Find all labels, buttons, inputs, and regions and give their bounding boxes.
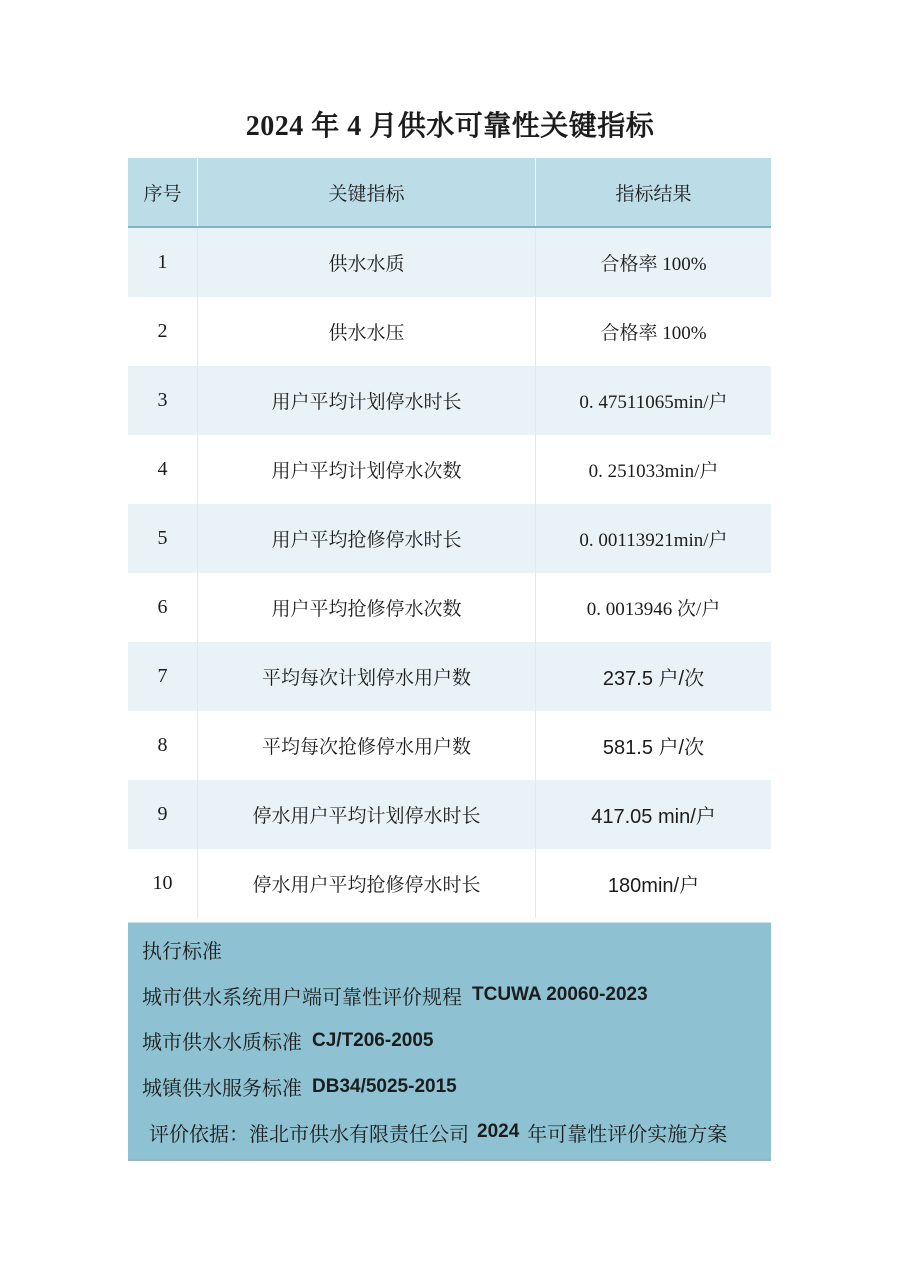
standard-code: CJ/T206-2005	[312, 1029, 434, 1051]
table-row	[128, 849, 771, 918]
indicator-name: 用户平均抢修停水时长	[197, 504, 535, 573]
row-number: 6	[157, 596, 168, 618]
table-header-row	[128, 158, 771, 228]
standard-name: 城市供水系统用户端可靠性评价规程	[142, 986, 462, 1009]
table-row	[128, 711, 771, 780]
standard-line	[142, 981, 757, 1010]
evaluation-basis-prefix: 评价依据：淮北市供水有限责任公司	[149, 1123, 469, 1146]
indicator-result: 417.05 min/户	[535, 780, 771, 849]
row-number: 8	[157, 734, 168, 756]
page-title: 2024 年 4 月供水可靠性关键指标	[245, 111, 655, 142]
table-row	[128, 504, 771, 573]
row-number: 7	[157, 665, 168, 687]
evaluation-basis-line	[142, 1118, 757, 1147]
table-row	[128, 297, 771, 366]
row-number: 4	[157, 458, 168, 480]
indicator-result: 180min/户	[535, 849, 771, 918]
row-number: 9	[157, 803, 168, 825]
table-row	[128, 366, 771, 435]
standard-name: 城镇供水服务标准	[142, 1078, 302, 1101]
indicator-name: 用户平均计划停水次数	[197, 435, 535, 504]
row-number: 3	[157, 389, 168, 411]
indicator-name: 供水水质	[197, 228, 535, 297]
indicator-result: 0. 47511065min/户	[535, 366, 771, 435]
standard-line	[142, 1026, 757, 1055]
row-number: 1	[157, 251, 168, 273]
indicator-result: 0. 00113921min/户	[535, 504, 771, 573]
evaluation-basis-year: 2024	[477, 1121, 520, 1143]
standards-footer	[128, 922, 771, 1161]
indicator-result: 0. 0013946 次/户	[535, 573, 771, 642]
indicator-result: 0. 251033min/户	[535, 435, 771, 504]
indicator-result: 合格率 100%	[535, 297, 771, 366]
indicator-result: 237.5 户/次	[535, 642, 771, 711]
header-cell-indicator: 关键指标	[197, 158, 535, 226]
indicator-name: 停水用户平均抢修停水时长	[197, 849, 535, 918]
indicator-result: 581.5 户/次	[535, 711, 771, 780]
indicator-name: 平均每次计划停水用户数	[197, 642, 535, 711]
indicator-result: 合格率 100%	[535, 228, 771, 297]
indicator-name: 用户平均抢修停水次数	[197, 573, 535, 642]
standard-code: DB34/5025-2015	[312, 1075, 457, 1097]
table-row	[128, 228, 771, 297]
row-number: 10	[152, 872, 173, 894]
table-row	[128, 573, 771, 642]
row-number: 2	[157, 320, 168, 342]
indicator-name: 停水用户平均计划停水时长	[197, 780, 535, 849]
table-body	[128, 228, 771, 918]
header-cell-result: 指标结果	[535, 158, 771, 226]
row-number: 5	[157, 527, 168, 549]
table-row	[128, 642, 771, 711]
indicator-name: 供水水压	[197, 297, 535, 366]
indicator-name: 用户平均计划停水时长	[197, 366, 535, 435]
standard-code: TCUWA 20060-2023	[472, 984, 648, 1006]
table-row	[128, 435, 771, 504]
footer-heading: 执行标准	[142, 941, 222, 964]
standard-name: 城市供水水质标准	[142, 1032, 302, 1055]
table-row	[128, 780, 771, 849]
header-cell-no: 序号	[143, 183, 182, 205]
standard-line	[142, 1072, 757, 1101]
indicator-name: 平均每次抢修停水用户数	[197, 711, 535, 780]
indicators-table	[128, 158, 771, 918]
evaluation-basis-suffix: 年可靠性评价实施方案	[527, 1123, 728, 1146]
